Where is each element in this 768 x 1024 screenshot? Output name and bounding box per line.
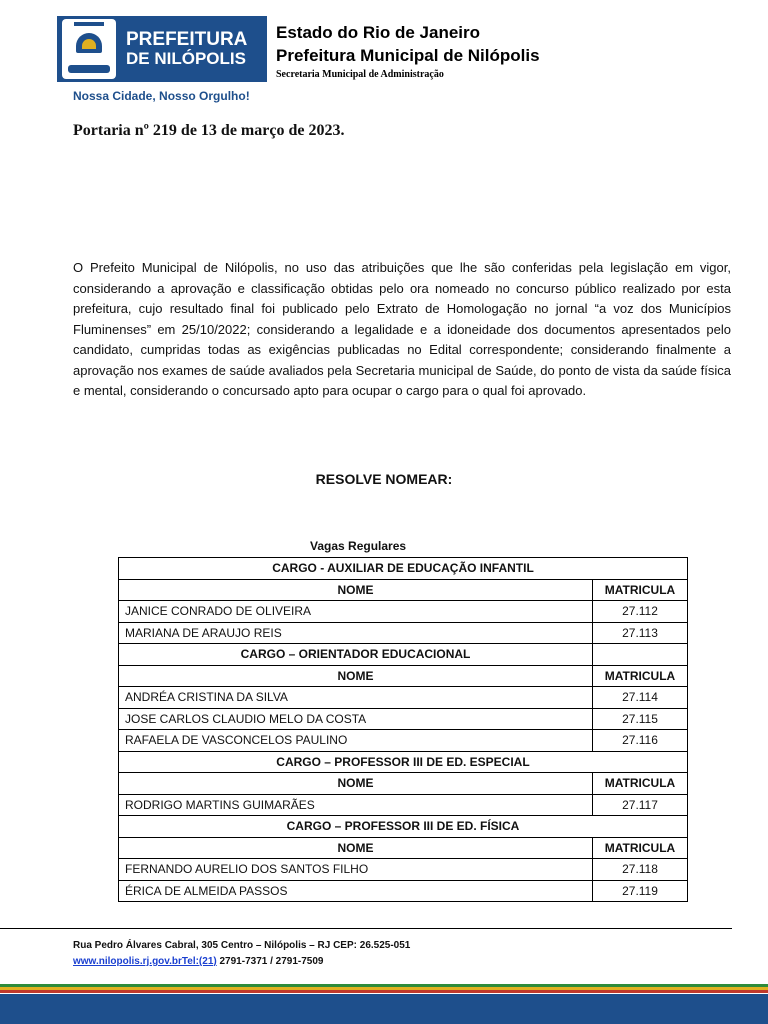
nomination-table [118,557,688,902]
portaria-title: Portaria nº 219 de 13 de março de 2023. [73,122,345,139]
cargo-title: CARGO - AUXILIAR DE EDUCAÇÃO INFANTIL [119,558,688,580]
nome-cell: RAFAELA DE VASCONCELOS PAULINO [119,730,593,752]
matricula-cell: 27.116 [593,730,688,752]
slogan: Nossa Cidade, Nosso Orgulho! [73,89,250,103]
col-nome: NOME [119,837,593,859]
header-row [119,773,688,795]
logo-text [126,30,247,68]
table-row [119,794,688,816]
col-nome: NOME [119,773,593,795]
resolve-heading: RESOLVE NOMEAR: [315,471,453,487]
table-row [119,708,688,730]
footer-band [0,994,768,1024]
nome-cell: FERNANDO AURELIO DOS SANTOS FILHO [119,859,593,881]
cargo-row [119,751,688,773]
matricula-cell: 27.113 [593,622,688,644]
table-row [119,730,688,752]
header-row [119,579,688,601]
col-matricula: MATRICULA [593,579,688,601]
col-matricula: MATRICULA [593,773,688,795]
header-state: Estado do Rio de Janeiro [276,23,481,42]
header-prefeitura: Prefeitura Municipal de Nilópolis [276,46,540,65]
table-row [119,880,688,902]
matricula-cell: 27.117 [593,794,688,816]
matricula-cell: 27.112 [593,601,688,623]
empty-cell [593,644,688,666]
cargo-title: CARGO – ORIENTADOR EDUCACIONAL [119,644,593,666]
cargo-title: CARGO – PROFESSOR III DE ED. ESPECIAL [119,751,688,773]
header-secretaria: Secretaria Municipal de Administração [276,69,444,80]
coat-of-arms-icon [62,19,116,79]
nome-cell: JANICE CONRADO DE OLIVEIRA [119,601,593,623]
footer-contact [73,956,323,967]
matricula-cell: 27.114 [593,687,688,709]
footer-address: Rua Pedro Álvares Cabral, 305 Centro – Nilópolis – RJ CEP: 26.525-051 [73,940,411,951]
website-link[interactable]: www.nilopolis.rj.gov.brTel:(21) [73,956,217,967]
table-row [119,859,688,881]
matricula-cell: 27.115 [593,708,688,730]
logo-line2: DE NILÓPOLIS [126,49,246,69]
cargo-row [119,558,688,580]
logo [57,16,267,82]
footer-divider [0,928,732,929]
nome-cell: ANDRÉA CRISTINA DA SILVA [119,687,593,709]
matricula-cell: 27.119 [593,880,688,902]
nome-cell: MARIANA DE ARAUJO REIS [119,622,593,644]
logo-line1: PREFEITURA [126,29,248,51]
table-row [119,622,688,644]
phone-numbers: 2791-7371 / 2791-7509 [216,956,324,967]
matricula-cell: 27.118 [593,859,688,881]
col-matricula: MATRICULA [593,665,688,687]
table-row [119,601,688,623]
nome-cell: RODRIGO MARTINS GUIMARÃES [119,794,593,816]
table-row [119,687,688,709]
col-nome: NOME [119,579,593,601]
header-row [119,837,688,859]
body-paragraph: O Prefeito Municipal de Nilópolis, no uso das atribuições que lhe são conferidas pela legislação em vigor, considerando a aprovação e classificação obtidas pelo ora nomeado no concurso público realizado por esta prefeitura, cujo resultado final foi publicado pelo Extrato de Homologação no jornal “a voz dos Municípios Fluminenses” em 25/10/2022; considerando a legalidade e a idoneidade dos documentos apresentados pelo candidato, cumpridas todas as exigências publicadas no Edital correspondente; considerando finalmente a aprovação nos exames de saúde avaliados pela Secretaria municipal de Saúde, do ponto de vista da saúde física e mental, considerando o concursado apto para ocupar o cargo para o qual foi aprovado. [73,260,731,398]
cargo-title: CARGO – PROFESSOR III DE ED. FÍSICA [119,816,688,838]
cargo-row [119,644,688,666]
nome-cell: ÉRICA DE ALMEIDA PASSOS [119,880,593,902]
cargo-row [119,816,688,838]
nome-cell: JOSE CARLOS CLAUDIO MELO DA COSTA [119,708,593,730]
header-row [119,665,688,687]
col-nome: NOME [119,665,593,687]
col-matricula: MATRICULA [593,837,688,859]
footer-stripe-red [0,990,768,993]
vagas-title: Vagas Regulares [310,539,407,553]
